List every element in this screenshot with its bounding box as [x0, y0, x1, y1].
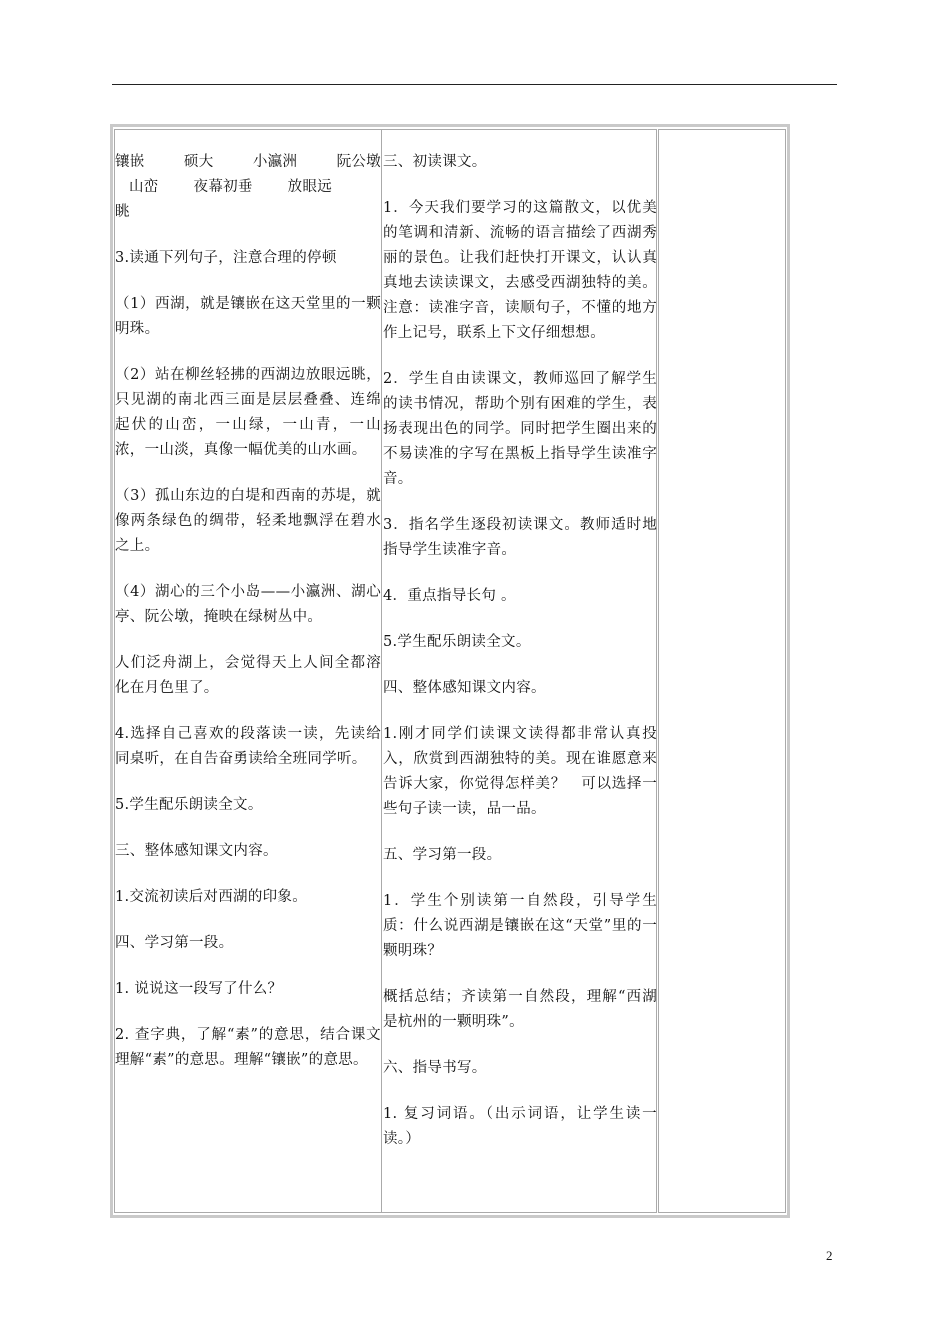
left-paragraph: 四、学习第一段。	[115, 935, 234, 951]
middle-paragraph: 三、初读课文。	[383, 154, 487, 170]
middle-paragraph: 1. 复习词语。（出示词语，让学生读一读。）	[383, 1106, 657, 1147]
vocab-word: 山峦	[129, 179, 159, 195]
middle-paragraph: 5.学生配乐朗读全文。	[383, 634, 531, 650]
page-number: 2	[826, 1248, 833, 1263]
header-rule	[112, 84, 837, 85]
left-paragraph: 2. 查字典，了解“素”的意思，结合课文理解“素”的意思。理解“镶嵌”的意思。	[115, 1027, 381, 1068]
left-paragraph: （3）孤山东边的白堤和西南的苏堤，就像两条绿色的绸带，轻柔地飘浮在碧水之上。	[115, 488, 381, 554]
left-paragraph: （4）湖心的三个小岛——小瀛洲、湖心亭、阮公墩，掩映在绿树丛中。	[115, 584, 381, 625]
left-column-text	[115, 150, 381, 1073]
vocab-word: 硕大	[183, 154, 214, 170]
left-paragraph: 4.选择自己喜欢的段落读一读，先读给同桌听，在自告奋勇读给全班同学听。	[115, 726, 381, 767]
vocab-row-2	[115, 175, 381, 200]
middle-paragraph: 四、整体感知课文内容。	[383, 680, 546, 696]
vocab-word: 放眼远	[287, 179, 333, 195]
vocab-word: 小瀛洲	[252, 154, 298, 170]
left-paragraph: 1.交流初读后对西湖的印象。	[115, 889, 308, 905]
left-paragraph: 三、整体感知课文内容。	[115, 843, 278, 859]
vocab-word: 夜幕初垂	[193, 179, 253, 195]
middle-paragraph: 1．学生个别读第一自然段，引导学生质：什么说西湖是镶嵌在这“天堂”里的一颗明珠？	[383, 893, 657, 959]
left-paragraph: （1）西湖，就是镶嵌在这天堂里的一颗明珠。	[115, 296, 381, 337]
left-paragraph: 1. 说说这一段写了什么？	[115, 981, 283, 997]
middle-column-text	[383, 150, 657, 1152]
middle-paragraph: 1．今天我们要学习的这篇散文，以优美的笔调和清新、流畅的语言描绘了西湖秀丽的景色。让我们赶快打开课文，认认真真地去读读课文，去感受西湖独特的美。注意：读准字音，读顺句子，不懂的地方作上记号，联系上下文仔细想想。	[383, 200, 657, 341]
middle-paragraph: 3．指名学生逐段初读课文。教师适时地指导学生读准字音。	[383, 517, 657, 558]
left-paragraph: （2）站在柳丝轻拂的西湖边放眼远眺，只见湖的南北西三面是层层叠叠、连绵起伏的山峦，一山绿，一山青，一山浓，一山淡，真像一幅优美的山水画。	[115, 367, 381, 458]
left-paragraph: 人们泛舟湖上，会觉得天上人间全都溶化在月色里了。	[115, 655, 381, 696]
vocab-word: 阮公墩	[336, 154, 381, 170]
middle-paragraph: 六、指导书写。	[383, 1060, 487, 1076]
middle-paragraph: 五、学习第一段。	[383, 847, 502, 863]
middle-paragraph: 2．学生自由读课文，教师巡回了解学生的读书情况，帮助个别有困难的学生，表扬表现出色的同学。同时把学生圈出来的不易读准的字写在黑板上指导学生读准字音。	[383, 371, 657, 487]
vocab-row-3: 眺	[115, 204, 130, 220]
table-column-right	[658, 129, 786, 1213]
middle-paragraph: 概括总结；齐读第一自然段，理解“西湖是杭州的一颗明珠”。	[383, 989, 657, 1030]
middle-paragraph: 4．重点指导长句 。	[383, 588, 516, 604]
vocab-row-1	[115, 150, 381, 175]
left-paragraph: 5.学生配乐朗读全文。	[115, 797, 263, 813]
middle-paragraph: 1.刚才同学们读课文读得都非常认真投入，欣赏到西湖独特的美。现在谁愿意来告诉大家，你觉得怎样美？ 可以选择一些句子读一读，品一品。	[383, 726, 657, 817]
vocab-word: 镶嵌	[115, 154, 145, 170]
left-paragraph: 3.读通下列句子，注意合理的停顿	[115, 250, 337, 266]
